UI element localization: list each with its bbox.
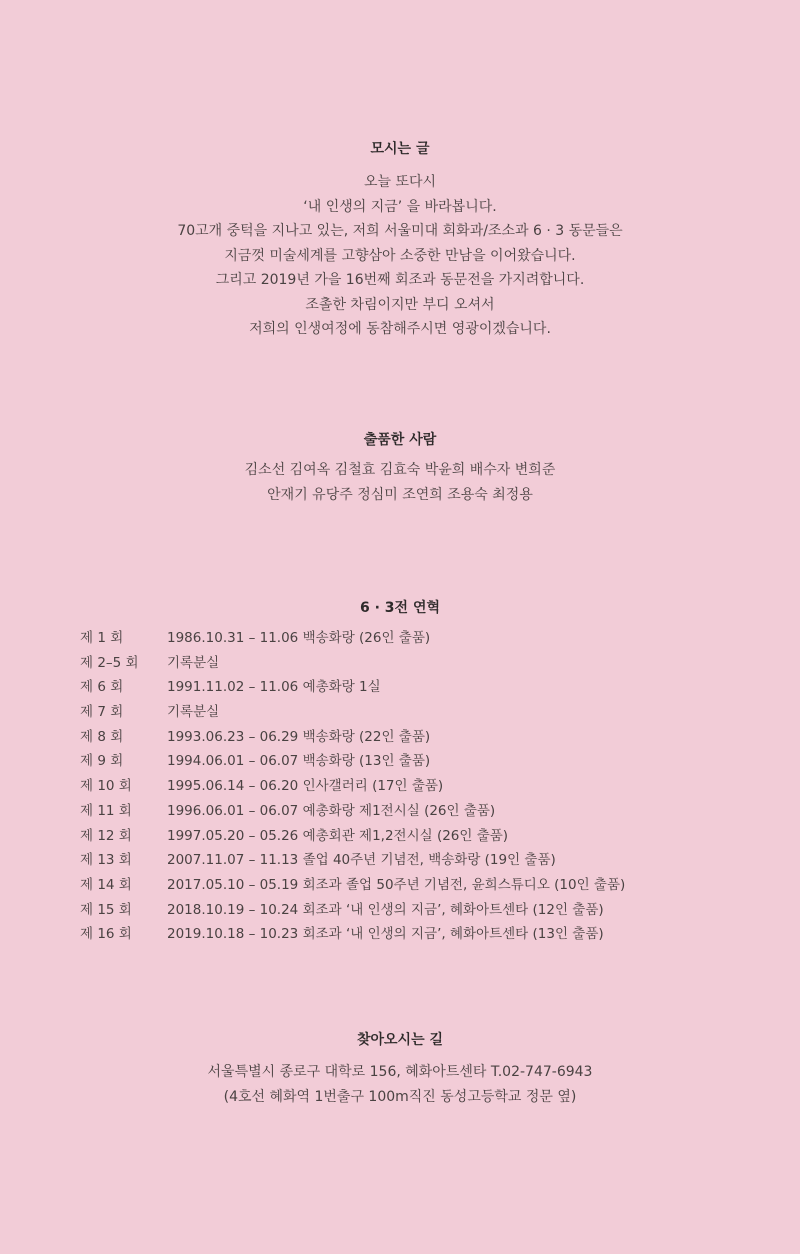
invitation-text [0, 170, 800, 342]
history-round: 제 2–5 회 [80, 654, 139, 671]
history-description: 1995.06.14 – 06.20 인사갤러리 (17인 출품) [167, 778, 444, 795]
invitation-title: 모시는 글 [370, 141, 430, 157]
history-round: 제 8 회 [80, 728, 124, 745]
directions-title: 찾아오시는 길 [356, 1032, 444, 1048]
history-description: 1986.10.31 – 11.06 백송화랑 (26인 출품) [167, 630, 431, 646]
history-row [80, 848, 760, 873]
history-round: 제 9 회 [80, 753, 124, 770]
artists-list [0, 458, 800, 507]
history-round: 제 15 회 [80, 901, 132, 918]
history-round: 제 7 회 [80, 704, 124, 721]
history-row [80, 873, 760, 898]
invitation-line: 70고개 중턱을 지나고 있는, 저희 서울미대 회화과/조소과 6 · 3 동문들은 [177, 223, 623, 239]
history-round: 제 14 회 [80, 876, 132, 893]
history-description: 1991.11.02 – 11.06 예총화랑 1실 [167, 679, 381, 696]
history-row [80, 626, 760, 651]
artists-title: 출품한 사람 [363, 432, 437, 448]
invitation-line: 오늘 또다시 [363, 174, 437, 190]
history-description: 2007.11.07 – 11.13 졸업 40주년 기념전, 백송화랑 (19인 출품) [167, 852, 556, 869]
history-row [80, 700, 760, 725]
artists-line: 안재기 유당주 정심미 조연희 조용숙 최정용 [267, 486, 533, 503]
history-description: 1993.06.23 – 06.29 백송화랑 (22인 출품) [167, 728, 431, 745]
history-round: 제 6 회 [80, 679, 124, 696]
history-description: 기록분실 [167, 704, 220, 721]
address-line: 서울특별시 종로구 대학로 156, 혜화아트센타 T.02-747-6943 [207, 1064, 593, 1080]
history-row [80, 799, 760, 824]
history-round: 제 10 회 [80, 778, 132, 795]
history-description: 2019.10.18 – 10.23 회조과 ‘내 인생의 지금’, 혜화아트센타 (13인 출품) [167, 926, 604, 943]
directions-text [0, 1060, 800, 1109]
history-row [80, 898, 760, 923]
history-round: 제 1 회 [80, 630, 124, 646]
history-row [80, 922, 760, 947]
invitation-line: ‘내 인생의 지금’ 을 바라봅니다. [303, 198, 497, 215]
history-row [80, 675, 760, 700]
history-row [80, 824, 760, 849]
history-list [80, 626, 760, 947]
history-row [80, 651, 760, 676]
artists-line: 김소선 김여옥 김철효 김효숙 박윤희 배수자 변희준 [244, 462, 556, 478]
history-description: 1996.06.01 – 06.07 예총화랑 제1전시실 (26인 출품) [167, 802, 496, 819]
history-description: 2018.10.19 – 10.24 회조과 ‘내 인생의 지금’, 혜화아트센타 (12인 출품) [167, 901, 604, 918]
history-round: 제 12 회 [80, 827, 132, 844]
history-description: 1997.05.20 – 05.26 예총회관 제1,2전시실 (26인 출품) [167, 827, 509, 844]
history-round: 제 11 회 [80, 802, 132, 819]
invitation-line: 조촐한 차림이지만 부디 오셔서 [305, 296, 495, 313]
history-round: 제 16 회 [80, 926, 132, 943]
history-round: 제 13 회 [80, 852, 132, 869]
history-row [80, 749, 760, 774]
invitation-line: 지금껏 미술세계를 고향삼아 소중한 만남을 이어왔습니다. [224, 247, 576, 264]
invitation-line: 저희의 인생여정에 동참해주시면 영광이겠습니다. [249, 321, 551, 337]
history-description: 1994.06.01 – 06.07 백송화랑 (13인 출품) [167, 753, 431, 770]
transit-line: (4호선 혜화역 1번출구 100m직진 동성고등학교 정문 옆) [223, 1088, 577, 1105]
history-row [80, 725, 760, 750]
history-row [80, 774, 760, 799]
history-description: 2017.05.10 – 05.19 회조과 졸업 50주년 기념전, 윤희스튜디오 (10인 출품) [167, 876, 626, 893]
history-title: 6 · 3전 연혁 [360, 600, 440, 616]
invitation-line: 그리고 2019년 가을 16번째 회조과 동문전을 가지려합니다. [215, 272, 585, 288]
history-description: 기록분실 [167, 654, 220, 671]
